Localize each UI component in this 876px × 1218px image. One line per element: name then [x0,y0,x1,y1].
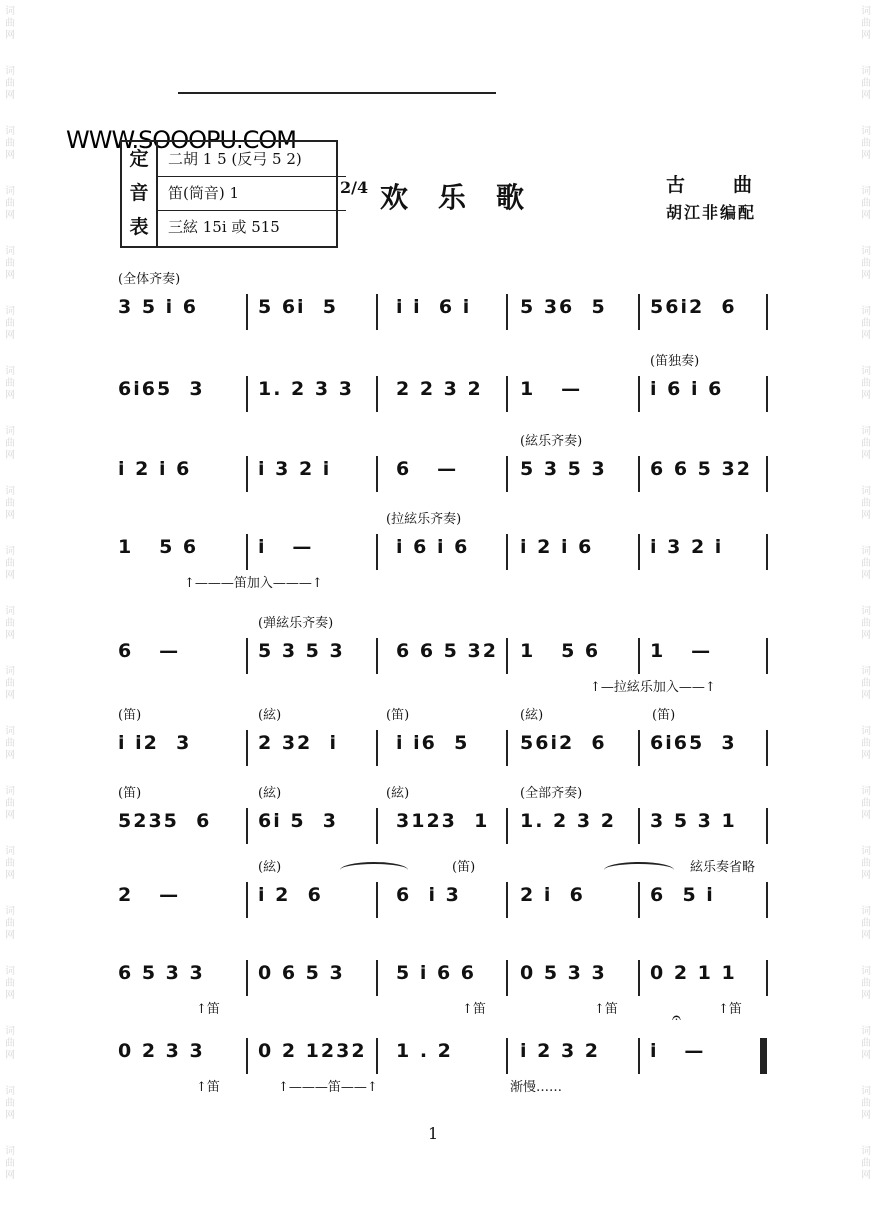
barline [638,730,640,766]
watermark-glyph-stack: 词 曲 网 [861,426,871,461]
top-cropped-line [178,92,496,108]
watermark-glyph-stack: 词 曲 网 [5,666,15,701]
instrument-note: (笛) [386,708,410,723]
measure-notes: 6 — [396,458,459,480]
measure-notes: 6 6 5 32 [396,640,498,662]
page-number: 1 [428,1124,439,1143]
barline [246,960,248,996]
time-signature: 2/4 [340,178,369,197]
watermark-glyph-stack: 词 曲 网 [5,306,15,341]
barline [766,638,768,674]
measure-notes: 3 5 3 1 [650,810,737,832]
score-system [0,704,876,778]
watermark-glyph-stack: 词 曲 网 [861,546,871,581]
watermark-glyph-stack: 词 曲 网 [5,66,15,101]
score-system [0,508,876,591]
instrument-note: (絃乐齐奏) [520,434,583,449]
measure-notes: i 2 3 2 [520,1040,601,1062]
entry-mark: 渐慢…… [510,1080,563,1095]
entry-mark: ↑笛 [462,1002,486,1017]
instrument-note: (笛) [452,860,476,875]
tuning-row-erhu: 二胡 1 5 (反弓 5 2) [158,142,346,177]
instrument-note: (弹絃乐齐奏) [258,616,334,631]
measure-notes: i 6 i 6 [396,536,470,558]
barline [638,456,640,492]
final-barline [760,1038,767,1074]
measure-notes: 1 — [520,378,583,400]
barline [246,882,248,918]
watermark-glyph-stack: 词 曲 网 [861,1086,871,1121]
measure-notes: 1 . 2 [396,1040,453,1062]
entry-mark: ↑—拉絃乐加入——↑ [590,680,716,695]
barline [638,808,640,844]
entry-mark: ↑———笛加入———↑ [184,576,323,591]
watermark-glyph-stack: 词 曲 网 [861,6,871,41]
measure-notes: i 2 i 6 [118,458,192,480]
measure-notes: i i6 5 [396,732,470,754]
measure-notes: 6i 5 3 [258,810,339,832]
score-system [0,612,876,695]
measure-notes: 6 — [118,640,181,662]
measure-notes: 5235 6 [118,810,212,832]
entry-mark: ↑笛 [196,1002,220,1017]
measure-notes: 0 2 1 1 [650,962,737,984]
watermark-glyph-stack: 词 曲 网 [5,726,15,761]
instrument-note: (絃) [258,708,282,723]
barline [506,534,508,570]
barline [638,960,640,996]
instrument-note: 絃乐奏省略 [690,860,756,875]
tuning-head-char: 表 [129,216,149,238]
barline [506,1038,508,1074]
measure-notes: 2 2 3 2 [396,378,483,400]
measure-notes: i i2 3 [118,732,192,754]
watermark-glyph-stack: 词 曲 网 [861,486,871,521]
watermark-glyph-stack: 词 曲 网 [861,906,871,941]
barline [638,534,640,570]
measure-notes: 6 6 5 32 [650,458,752,480]
barline [246,294,248,330]
barline [506,638,508,674]
song-arranger: 胡江非编配 [666,203,757,222]
measure-notes: 6i65 3 [118,378,205,400]
barline [766,882,768,918]
watermark-glyph-stack: 词 曲 网 [5,6,15,41]
watermark-glyph-stack: 词 曲 网 [5,906,15,941]
instrument-note: (笛) [652,708,676,723]
watermark-glyph-stack: 词 曲 网 [5,846,15,881]
barline [376,1038,378,1074]
measure-notes: 6 5 i [650,884,715,906]
watermark-glyph-stack: 词 曲 网 [5,786,15,821]
instrument-note: (全部齐奏) [520,786,583,801]
instrument-note: (笛) [118,786,142,801]
tuning-row-sanxian: 三絃 15i 或 515 [168,218,280,236]
watermark-glyph-stack: 词 曲 网 [861,246,871,281]
score-system [0,268,876,342]
watermark-glyph-stack: 词 曲 网 [861,726,871,761]
watermark-glyph-stack: 词 曲 网 [5,606,15,641]
barline [376,376,378,412]
score-system [0,782,876,856]
barline [638,882,640,918]
measure-notes: 6 i 3 [396,884,461,906]
barline [246,808,248,844]
barline [766,376,768,412]
barline [376,882,378,918]
barline [506,456,508,492]
barline [376,638,378,674]
barline [376,960,378,996]
score-system [0,856,876,930]
measure-notes: i — [258,536,314,558]
instrument-note: (絃) [258,786,282,801]
measure-notes: 0 2 1232 [258,1040,367,1062]
watermark-glyph-stack: 词 曲 网 [861,126,871,161]
entry-mark: ↑笛 [594,1002,618,1017]
barline [246,456,248,492]
measure-notes: i 2 6 [258,884,323,906]
score-system [0,350,876,424]
fermata-icon: 𝄐 [672,1008,681,1027]
slur [604,862,674,878]
measure-notes: 1. 2 3 3 [258,378,354,400]
watermark-glyph-stack: 词 曲 网 [5,966,15,1001]
tuning-head-char: 定 [129,148,149,170]
measure-notes: i — [650,1040,706,1062]
measure-notes: 3 5 i 6 [118,296,199,318]
barline [506,882,508,918]
barline [376,294,378,330]
measure-notes: 2 32 i [258,732,339,754]
watermark-glyph-stack: 词 曲 网 [5,366,15,401]
measure-notes: i i 6 i [396,296,472,318]
watermark-glyph-stack: 词 曲 网 [861,186,871,221]
measure-notes: i 6 i 6 [650,378,724,400]
tuning-head-char: 音 [129,182,149,204]
barline [638,1038,640,1074]
watermark-glyph-stack: 词 曲 网 [5,1146,15,1181]
barline [246,376,248,412]
instrument-note: (笛) [118,708,142,723]
score-system [0,430,876,504]
tuning-table-heading [122,142,158,246]
entry-mark: ↑笛 [196,1080,220,1095]
barline [766,456,768,492]
watermark-url: WWW.SOOOPU.COM [66,126,296,154]
instrument-note: (笛独奏) [650,354,700,369]
watermark-glyph-stack: 词 曲 网 [5,126,15,161]
measure-notes: 1 5 6 [118,536,199,558]
measure-notes: 5 3 5 3 [258,640,345,662]
barline [506,730,508,766]
song-title: 欢乐歌 [380,181,555,214]
watermark-glyph-stack: 词 曲 网 [861,786,871,821]
watermark-glyph-stack: 词 曲 网 [861,666,871,701]
barline [246,730,248,766]
instrument-note: (全体齐奏) [118,272,181,287]
watermark-glyph-stack: 词 曲 网 [5,246,15,281]
watermark-glyph-stack: 词 曲 网 [5,426,15,461]
barline [638,638,640,674]
barline [506,960,508,996]
entry-mark: ↑———笛——↑ [278,1080,378,1095]
measure-notes: i 2 i 6 [520,536,594,558]
measure-notes: 0 6 5 3 [258,962,345,984]
barline [766,730,768,766]
watermark-glyph-stack: 词 曲 网 [861,66,871,101]
barline [376,730,378,766]
barline [766,534,768,570]
entry-mark: ↑笛 [718,1002,742,1017]
instrument-note: (絃) [386,786,410,801]
measure-notes: 5 36 5 [520,296,607,318]
measure-notes: 1 5 6 [520,640,601,662]
tuning-row-dizi: 笛(筒音) 1 [158,176,346,211]
watermark-glyph-stack: 词 曲 网 [861,1146,871,1181]
measure-notes: 56i2 6 [520,732,607,754]
barline [506,294,508,330]
barline [376,456,378,492]
watermark-glyph-stack: 词 曲 网 [5,1026,15,1061]
barline [638,376,640,412]
watermark-glyph-stack: 词 曲 网 [5,1086,15,1121]
song-origin: 古曲 [666,174,801,196]
watermark-glyph-stack: 词 曲 网 [5,546,15,581]
barline [506,808,508,844]
measure-notes: 5 3 5 3 [520,458,607,480]
measure-notes: i 3 2 i [650,536,724,558]
watermark-glyph-stack: 词 曲 网 [861,606,871,641]
instrument-note: (絃) [258,860,282,875]
measure-notes: 6i65 3 [650,732,737,754]
measure-notes: 5 i 6 6 [396,962,477,984]
instrument-note: (拉絃乐齐奏) [386,512,462,527]
measure-notes: 56i2 6 [650,296,737,318]
measure-notes: 1 — [650,640,713,662]
measure-notes: 2 — [118,884,181,906]
watermark-glyph-stack: 词 曲 网 [861,966,871,1001]
measure-notes: i 3 2 i [258,458,332,480]
measure-notes: 3123 1 [396,810,490,832]
measure-notes: 2 i 6 [520,884,585,906]
barline [766,960,768,996]
barline [376,808,378,844]
measure-notes: 1. 2 3 2 [520,810,616,832]
barline [506,376,508,412]
barline [246,534,248,570]
barline [766,808,768,844]
barline [246,638,248,674]
watermark-glyph-stack: 词 曲 网 [5,186,15,221]
watermark-glyph-stack: 词 曲 网 [861,306,871,341]
instrument-note: (絃) [520,708,544,723]
barline [376,534,378,570]
slur [340,862,408,878]
measure-notes: 0 5 3 3 [520,962,607,984]
score-system [0,1012,876,1095]
watermark-glyph-stack: 词 曲 网 [861,366,871,401]
barline [246,1038,248,1074]
watermark-glyph-stack: 词 曲 网 [861,846,871,881]
watermark-glyph-stack: 词 曲 网 [5,486,15,521]
tuning-table [120,140,338,248]
measure-notes: 5 6i 5 [258,296,339,318]
measure-notes: 6 5 3 3 [118,962,205,984]
watermark-glyph-stack: 词 曲 网 [861,1026,871,1061]
score-system [0,934,876,1017]
barline [766,294,768,330]
measure-notes: 0 2 3 3 [118,1040,205,1062]
barline [638,294,640,330]
